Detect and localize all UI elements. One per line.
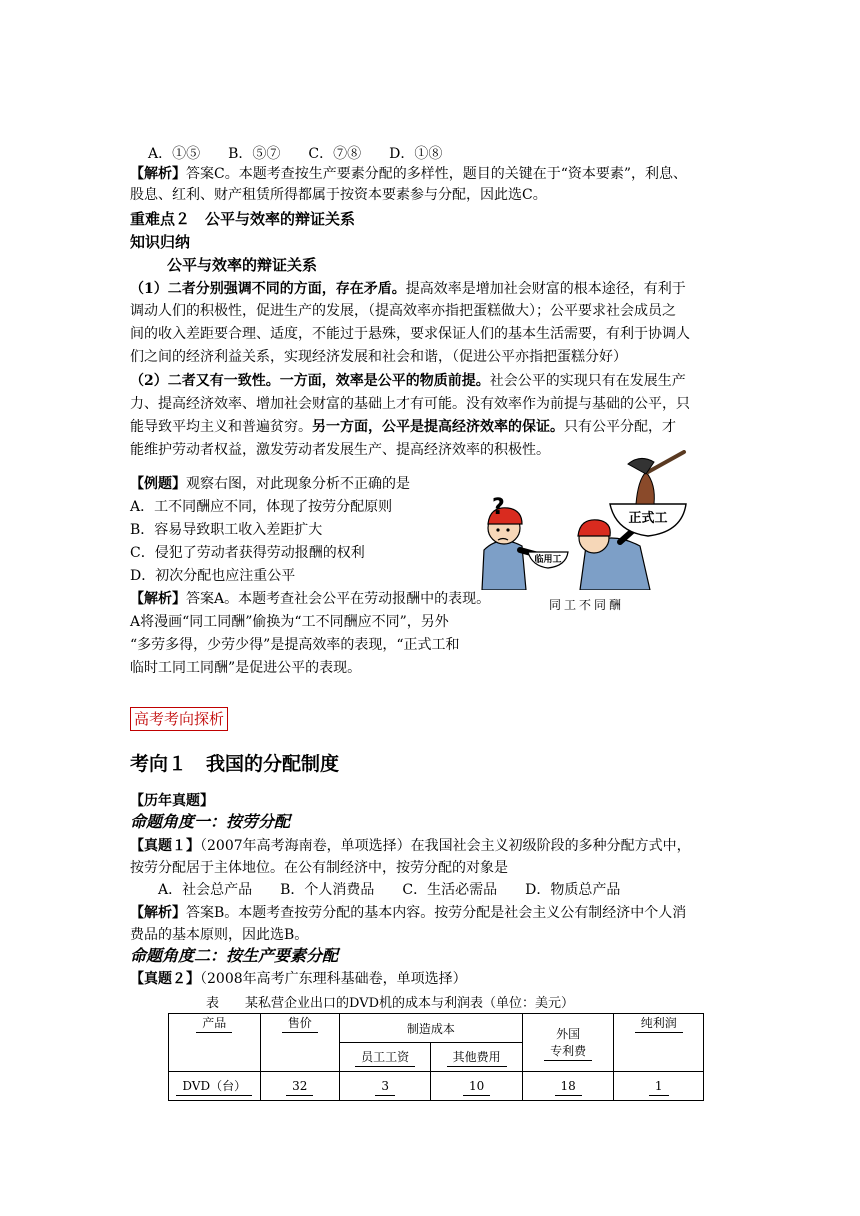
temp-worker-figure: [482, 495, 568, 590]
table-header-cell: 售价: [260, 1014, 339, 1072]
paragraph-line: 间的收入差距要合理、适度，不能过于悬殊，要求保证人们的基本生活需要，有利于协调人: [130, 326, 690, 342]
regular-worker-figure: [578, 452, 686, 590]
angle-heading: 命题角度二：按生产要素分配: [130, 946, 339, 965]
analysis-line: 临时工同工同酬”是促进公平的表现。: [130, 660, 362, 676]
table-cell: DVD（台）: [169, 1072, 261, 1101]
analysis-line: A将漫画“同工同酬”偷换为“工不同酬应不同”，另外: [130, 614, 449, 630]
paragraph-line: 们之间的经济利益关系，实现经济发展和社会和谐，（促进公平亦指把蛋糕分好）: [130, 349, 627, 365]
table-cell: 10: [431, 1072, 523, 1101]
table-cell: 3: [339, 1072, 431, 1101]
paragraph-line: （1）二者分别强调不同的方面，存在矛盾。提高效率是增加社会财富的根本途径，有利于: [130, 281, 686, 297]
image-caption: 同工不同酬: [549, 598, 625, 612]
table-header-cell: 产品: [169, 1014, 261, 1072]
analysis-line: 费品的基本原则，因此选B。: [130, 927, 309, 943]
table-header-cell: 制造成本: [339, 1014, 522, 1043]
section-heading: 重难点２ 公平与效率的辩证关系: [130, 210, 356, 228]
exam-question: 按劳分配居于主体地位。在公有制经济中，按劳分配的对象是: [130, 860, 508, 876]
table-header-cell: 纯利润: [614, 1014, 704, 1072]
exam-question: 【真题１】（2007年高考海南卷，单项选择）在我国社会主义初级阶段的多种分配方式中，: [130, 838, 691, 854]
subsection-heading: 知识归纳: [130, 233, 191, 251]
analysis-line: 【解析】答案B。本题考查按劳分配的基本内容。按劳分配是社会主义公有制经济中个人消: [130, 905, 687, 921]
option-a: A．工不同酬应不同，体现了按劳分配原则: [130, 499, 393, 515]
paragraph-line: 能维护劳动者权益，激发劳动者发展生产、提高经济效率的积极性。: [130, 442, 550, 458]
paragraph-line: 力、提高经济效率、增加社会财富的基础上才有可能。没有效率作为前提与基础的公平，只: [130, 396, 690, 412]
table-caption: 表 某私营企业出口的DVD机的成本与利润表（单位：美元）: [206, 996, 575, 1011]
table-header-row: [169, 1014, 704, 1043]
paragraph-line: 能导致平均主义和普遍贫穷。另一方面，公平是提高经济效率的保证。只有公平分配，才: [130, 419, 676, 435]
question-options: A．社会总产品 B．个人消费品 C．生活必需品 D．物质总产品: [158, 882, 621, 898]
table-cell: 32: [260, 1072, 339, 1101]
option-c: C．侵犯了劳动者获得劳动报酬的权利: [130, 545, 365, 561]
cartoon-illustration: [470, 450, 706, 590]
paragraph-line: （2）二者又有一致性。一方面，效率是公平的物质前提。社会公平的实现只有在发展生产: [130, 373, 686, 389]
big-bowl-label: 正式工: [628, 511, 668, 526]
analysis-line: “多劳多得，少劳少得”是提高效率的表现，“正式工和: [130, 637, 460, 653]
table-cell: 18: [522, 1072, 614, 1101]
table-header-cell: 其他费用: [431, 1043, 523, 1072]
analysis-line: 【解析】答案C。本题考查按生产要素分配的多样性，题目的关键在于“资本要素”，利息、: [130, 166, 688, 182]
exam-question: 【真题２】（2008年高考广东理科基础卷，单项选择）: [130, 971, 467, 987]
table-row: [169, 1072, 704, 1101]
analysis-line: 【解析】答案A。本题考查社会公平在劳动报酬中的表现。: [130, 591, 491, 607]
angle-heading: 命题角度一：按劳分配: [130, 812, 291, 831]
topic-title: 公平与效率的辩证关系: [167, 256, 318, 274]
exam-direction-heading: 考向１ 我国的分配制度: [130, 753, 340, 775]
question-mark-icon: ?: [492, 495, 505, 520]
cost-profit-table: [168, 1013, 704, 1101]
table-header-cell: 外国 专利费: [522, 1014, 614, 1072]
small-bowl-label: 临用工: [534, 555, 562, 565]
table-header-cell: 员工工资: [339, 1043, 431, 1072]
option-d: D．初次分配也应注重公平: [130, 568, 296, 584]
past-exams-label: 【历年真题】: [130, 793, 214, 809]
section-box-title: 高考考向探析: [130, 707, 228, 731]
analysis-line: 股息、红利、财产租赁所得都属于按资本要素参与分配，因此选C。: [130, 187, 547, 203]
question-options: A．①⑤ B．⑤⑦ C．⑦⑧ D．①⑧: [148, 146, 443, 162]
paragraph-line: 调动人们的积极性，促进生产的发展，（提高效率亦指把蛋糕做大）；公平要求社会成员之: [130, 303, 676, 319]
example-question: 【例题】观察右图，对此现象分析不正确的是: [130, 476, 410, 492]
table-cell: 1: [614, 1072, 704, 1101]
option-b: B．容易导致职工收入差距扩大: [130, 522, 323, 538]
